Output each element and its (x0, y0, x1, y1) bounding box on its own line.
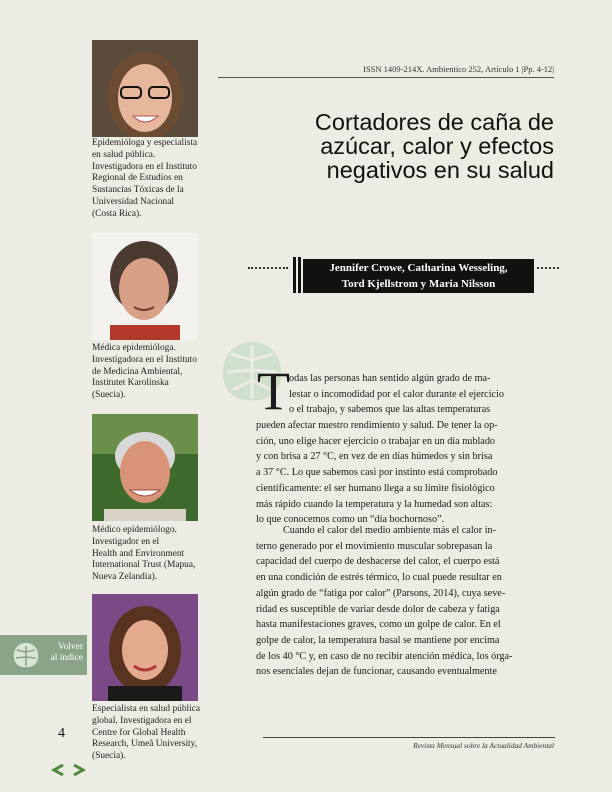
authors-line: Tord Kjellstrom y Maria Nilsson (341, 278, 496, 290)
text-line: terno generado por el movimiento muscular sobrepasan la (256, 540, 493, 552)
bio-line: Sustancias Tóxicas de la (92, 185, 184, 196)
text-line: lo que conocemos como un “día bochornoso”. (256, 514, 445, 526)
text-line: o el trabajo, y sabemos que las altas temperaturas (289, 404, 491, 416)
text-line: en una condición de estrés térmico, lo cual puede resultar en (256, 572, 502, 584)
text-line: más rápido cuando la temperatura y la humedad son altas: (256, 498, 493, 510)
text-line: nos esenciales dejan de funcionar, causando eventualmente (256, 666, 497, 678)
bio-line: Research, Umeå University, (92, 739, 198, 750)
author-photo-2 (92, 233, 198, 340)
footer-rule (263, 737, 555, 738)
bio-line: Epidemióloga y especialista (92, 138, 198, 148)
back-label: al índice (50, 653, 83, 663)
title-line: negativos en su salud (326, 157, 554, 183)
text-line: ridad es susceptible de variar desde dolor de cabeza y fatiga (256, 603, 500, 615)
text-line: de los 40 °C y, en caso de no recibir atención médica, los órga- (256, 650, 513, 662)
dotted-rule-right (537, 267, 559, 269)
bio-line: Nueva Zelandia). (92, 572, 158, 583)
header-rule (218, 77, 554, 78)
authors-box (303, 259, 534, 293)
bio-line: Médica epidemióloga. (92, 343, 176, 353)
text-line: algún grado de “fatiga por calor” (Parsons, 2014), cuya seve- (256, 587, 506, 599)
title-line: azúcar, calor y efectos (320, 133, 554, 159)
bio-line: (Costa Rica). (92, 208, 142, 219)
author-bio-1 (92, 138, 222, 221)
bio-line: Regional de Estudios en (92, 173, 183, 184)
author-bio-3 (92, 525, 222, 584)
next-page-arrow-icon[interactable] (68, 762, 88, 778)
text-line: odas las personas han sentido algún grado de ma- (289, 373, 491, 384)
bio-line: (Suecia). (92, 390, 126, 401)
leaf-icon (12, 641, 40, 669)
page-number: 4 (58, 726, 65, 741)
bio-line: de Medicina Ambiental, (92, 366, 183, 377)
author-bio-4 (92, 704, 222, 763)
authors-line: Jennifer Crowe, Catharina Wesseling, (329, 262, 508, 274)
author-bio-2 (92, 343, 222, 402)
author-photo-3 (92, 414, 198, 521)
text-line: Cuando el calor del medio ambiente más el calor in- (283, 525, 497, 536)
bio-line: global. Investigadora en el (92, 715, 192, 726)
drop-cap: T (257, 361, 290, 421)
author-photo-1 (92, 40, 198, 137)
text-line: lestar o incomodidad por el calor durante el ejercicio (289, 388, 504, 400)
text-line: pueden afectar nuestro rendimiento y salud. De tener la op- (256, 420, 498, 431)
bio-line: Universidad Nacional (92, 196, 175, 207)
text-line: capacidad del cuerpo de deshacerse del calor, el cuerpo está (256, 556, 500, 568)
text-line: golpe de calor, la temperatura basal se mantiene por encima (256, 634, 500, 646)
text-line: ción, uno elige hacer ejercicio o trabajar en un día nublado (256, 435, 496, 447)
text-line: a 37 °C. Lo que sabemos casi por instinto está comprobado (256, 467, 498, 479)
title-line: Cortadores de caña de (314, 109, 554, 135)
bio-line: Investigadora en el Instituto (92, 354, 197, 365)
bio-line: Especialista en salud pública (92, 704, 201, 714)
author-photo-4 (92, 594, 198, 701)
back-to-index-button[interactable] (0, 635, 87, 675)
text-line: hasta manifestaciones graves, como un golpe de calor. En el (256, 619, 501, 631)
bio-line: Institutet Karolinska (92, 378, 169, 389)
article-title (254, 110, 554, 182)
journal-name: Revista Mensual sobre la Actualidad Ambiental (413, 741, 554, 750)
article-para2 (256, 523, 556, 680)
text-line: y con brisa a 27 °C, en vez de en días húmedos y sin brisa (256, 451, 493, 463)
bio-line: Health and Environment (92, 548, 185, 559)
bio-line: Investigador en el (92, 536, 160, 547)
issn-header: ISSN 1409-214X. Ambientico 252, Artículo 1 |Pp. 4-12| (363, 64, 554, 74)
authors-bar (293, 257, 296, 293)
bio-line: Médico epidemiólogo. (92, 525, 177, 535)
dotted-rule-left (248, 267, 288, 269)
bio-line: en salud pública. (92, 149, 156, 160)
article-para1 (256, 418, 556, 528)
bio-line: International Trust (Mapua, (92, 560, 196, 571)
prev-page-arrow-icon[interactable] (49, 762, 69, 778)
bio-line: Centre for Global Health (92, 727, 186, 738)
bio-line: Investigadora en el Instituto (92, 161, 197, 172)
bio-line: (Suecia). (92, 751, 126, 762)
article-para1-indent (289, 371, 556, 418)
back-label: Volver (57, 642, 83, 652)
authors-bar (298, 257, 301, 293)
text-line: científicamente: el ser humano llega a su límite fisiológico (256, 482, 495, 494)
